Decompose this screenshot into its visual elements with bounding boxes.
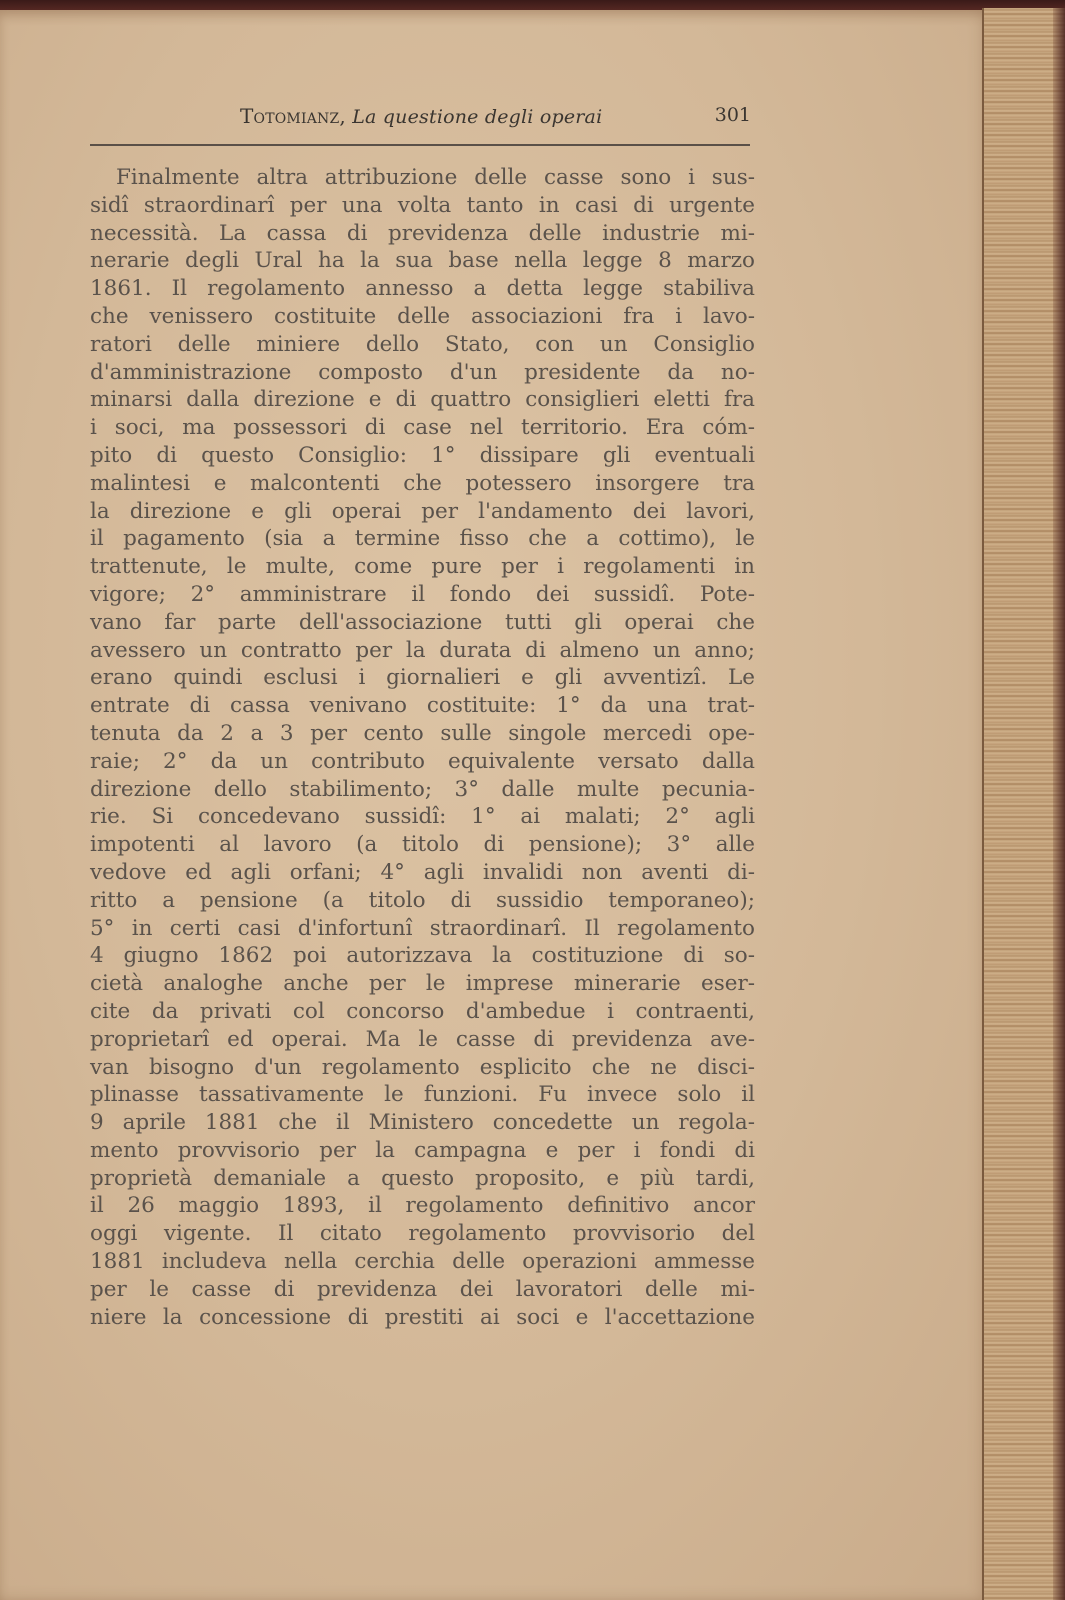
text-line: il pagamento (sia a termine fisso che a cottimo), le bbox=[90, 526, 755, 552]
text-line: 5° in certi casi d'infortunî straordinarî. Il regolamento bbox=[90, 915, 755, 941]
text-line: minarsi dalla direzione e di quattro consiglieri eletti fra bbox=[90, 387, 755, 413]
text-line: rie. Si concedevano sussidî: 1° ai malati; 2° agli bbox=[90, 804, 755, 830]
header-rule bbox=[90, 144, 750, 146]
text-line: proprietà demaniale a questo proposito, e più tardi, bbox=[90, 1165, 755, 1191]
text-line: necessità. La cassa di previdenza delle industrie mi- bbox=[90, 220, 755, 246]
text-line: la direzione e gli operai per l'andamento dei lavori, bbox=[90, 498, 755, 524]
text-line: erano quindi esclusi i giornalieri e gli avventizî. Le bbox=[90, 665, 755, 691]
text-line: mento provvisorio per la campagna e per i fondi di bbox=[90, 1137, 755, 1163]
text-line: che venissero costituite delle associazioni fra i lavo- bbox=[90, 303, 755, 329]
text-line: Finalmente altra attribuzione delle casse sono i sus- bbox=[116, 165, 755, 190]
text-line: oggi vigente. Il citato regolamento provvisorio del bbox=[90, 1221, 755, 1247]
text-line: ratori delle miniere dello Stato, con un Consiglio bbox=[90, 331, 755, 357]
text-line: direzione dello stabilimento; 3° dalle multe pecunia- bbox=[90, 776, 755, 802]
text-line: i soci, ma possessori di case nel territorio. Era cóm- bbox=[90, 415, 755, 441]
text-line: il 26 maggio 1893, il regolamento definitivo ancor bbox=[90, 1193, 755, 1219]
text-line: 1881 includeva nella cerchia delle operazioni ammesse bbox=[90, 1249, 755, 1275]
running-title-work: La questione degli operai bbox=[352, 106, 603, 128]
text-line: avessero un contratto per la durata di almeno un anno; bbox=[90, 637, 755, 663]
running-title bbox=[240, 104, 602, 128]
body-text bbox=[90, 164, 755, 1331]
text-line: niere la concessione di prestiti ai soci e l'accettazione bbox=[90, 1304, 755, 1330]
page-number: 301 bbox=[714, 104, 751, 126]
text-line: per le casse di previdenza dei lavoratori delle mi- bbox=[90, 1276, 755, 1302]
text-line: malintesi e malcontenti che potessero insorgere tra bbox=[90, 470, 755, 496]
text-line: pito di questo Consiglio: 1° dissipare gli eventuali bbox=[90, 442, 755, 468]
text-line: tenuta da 2 a 3 per cento sulle singole mercedi ope- bbox=[90, 720, 755, 746]
text-line: 9 aprile 1881 che il Ministero concedette un regola- bbox=[90, 1110, 755, 1136]
text-line: cite da privati col concorso d'ambedue i contraenti, bbox=[90, 998, 755, 1024]
text-line: trattenute, le multe, come pure per i regolamenti in bbox=[90, 554, 755, 580]
text-line: d'amministrazione composto d'un presidente da no- bbox=[90, 359, 755, 385]
text-line: impotenti al lavoro (a titolo di pensione); 3° alle bbox=[90, 832, 755, 858]
text-line: sidî straordinarî per una volta tanto in casi di urgente bbox=[90, 192, 755, 218]
text-line: vigore; 2° amministrare il fondo dei sussidî. Pote- bbox=[90, 581, 755, 607]
text-line: cietà analoghe anche per le imprese minerarie eser- bbox=[90, 971, 755, 997]
text-line: van bisogno d'un regolamento esplicito che ne disci- bbox=[90, 1054, 755, 1080]
text-line: proprietarî ed operai. Ma le casse di previdenza ave- bbox=[90, 1026, 755, 1052]
text-line: raie; 2° da un contributo equivalente versato dalla bbox=[90, 748, 755, 774]
text-line: nerarie degli Ural ha la sua base nella legge 8 marzo bbox=[90, 248, 755, 274]
text-line: vano far parte dell'associazione tutti gli operai che bbox=[90, 609, 755, 635]
book-page-edges bbox=[982, 8, 1065, 1600]
text-line: entrate di cassa venivano costituite: 1° da una trat- bbox=[90, 693, 755, 719]
text-line: plinasse tassativamente le funzioni. Fu invece solo il bbox=[90, 1082, 755, 1108]
running-title-author: Totomianz, bbox=[240, 104, 346, 128]
text-line: vedove ed agli orfani; 4° agli invalidi non aventi di- bbox=[90, 859, 755, 885]
text-line: 1861. Il regolamento annesso a detta legge stabiliva bbox=[90, 276, 755, 302]
running-header bbox=[90, 98, 755, 132]
text-line: ritto a pensione (a titolo di sussidio temporaneo); bbox=[90, 887, 755, 913]
text-line: 4 giugno 1862 poi autorizzava la costituzione di so- bbox=[90, 943, 755, 969]
